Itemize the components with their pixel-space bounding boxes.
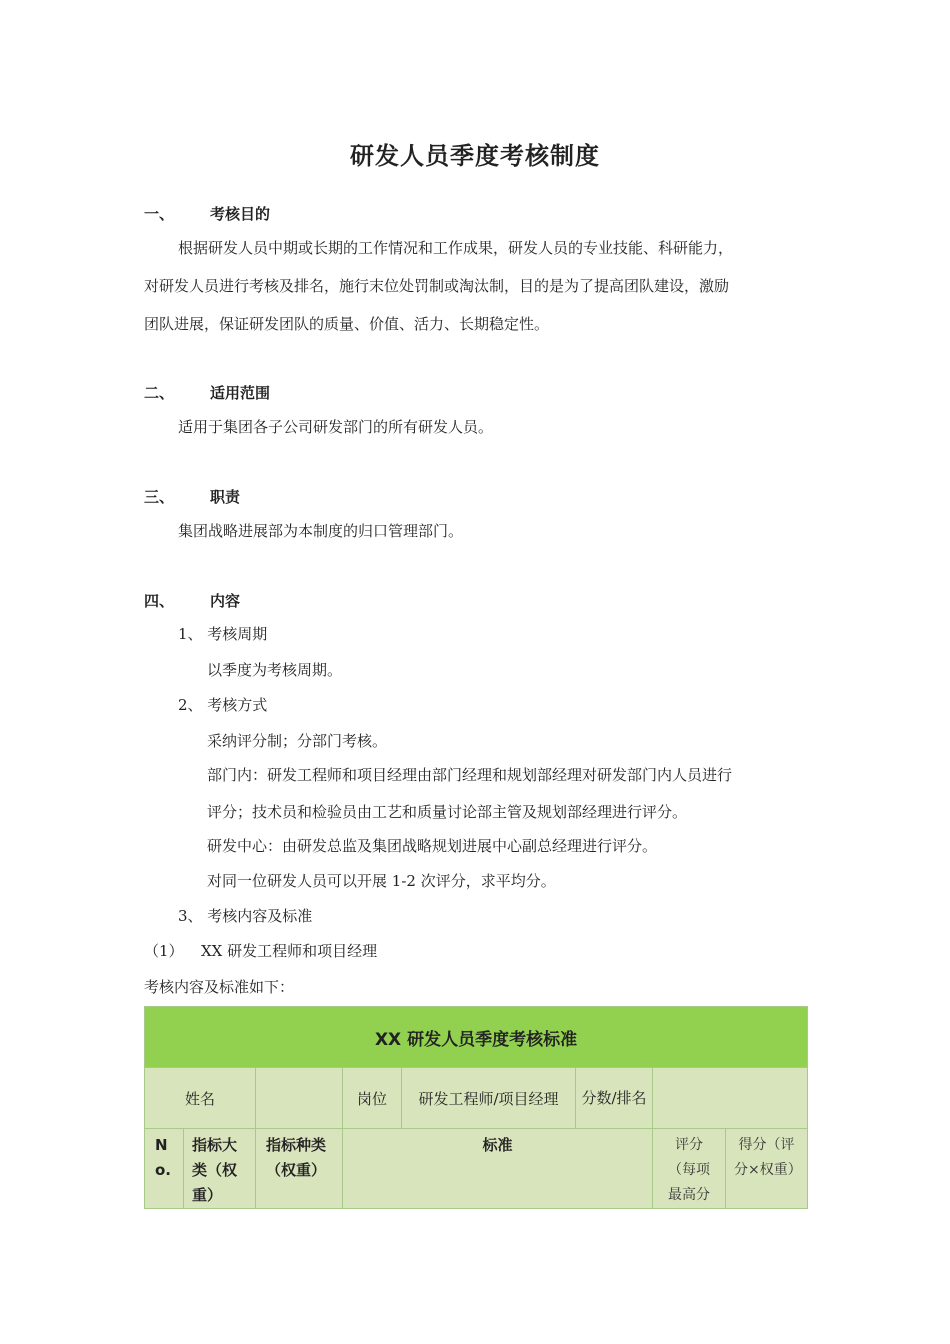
section-heading-1 bbox=[144, 203, 444, 225]
name-label: 姓名 bbox=[145, 1068, 256, 1129]
section-label: 职责 bbox=[210, 488, 241, 506]
paragraph-line: 研发中心：由研发总监及集团战略规划进展中心副总经理进行评分。 bbox=[207, 837, 658, 855]
paragraph-line: 对研发人员进行考核及排名，施行末位处罚制或淘汰制，目的是为了提高团队建设，激励 bbox=[144, 277, 730, 295]
post-value: 研发工程师/项目经理 bbox=[402, 1068, 576, 1129]
section-number: 四、 bbox=[144, 592, 175, 610]
section-number: 二、 bbox=[144, 384, 175, 402]
paragraph-line: 以季度为考核周期。 bbox=[207, 661, 343, 679]
table-title: XX 研发人员季度考核标准 bbox=[145, 1007, 808, 1068]
paragraph-line: 部门内：研发工程师和项目经理由部门经理和规划部经理对研发部门内人员进行 bbox=[207, 766, 733, 784]
paragraph-line: 考核内容及标准如下： bbox=[144, 978, 295, 996]
assessment-table bbox=[144, 1006, 808, 1209]
post-label: 岗位 bbox=[343, 1068, 402, 1129]
score-rank-value-cell[interactable] bbox=[653, 1068, 808, 1129]
paragraph-line: 集团战略进展部为本制度的归口管理部门。 bbox=[178, 522, 464, 540]
col-header-no: No. bbox=[145, 1129, 184, 1209]
section-heading-4 bbox=[144, 590, 444, 612]
page-title: 研发人员季度考核制度 bbox=[350, 142, 600, 170]
list-item-heading: 3、 考核内容及标准 bbox=[178, 907, 313, 925]
col-header-category: 指标大类（权重） bbox=[184, 1129, 256, 1209]
col-header-result: 得分（评分×权重） bbox=[726, 1129, 808, 1209]
section-number: 一、 bbox=[144, 205, 175, 223]
section-label: 考核目的 bbox=[210, 205, 271, 223]
section-heading-3 bbox=[144, 486, 444, 508]
score-rank-label: 分数/排名 bbox=[576, 1068, 653, 1129]
paragraph-line: 对同一位研发人员可以开展 1-2 次评分，求平均分。 bbox=[207, 872, 556, 890]
list-item-heading: 2、 考核方式 bbox=[178, 696, 268, 714]
section-number: 三、 bbox=[144, 488, 175, 506]
paragraph-line: 采纳评分制；分部门考核。 bbox=[207, 732, 388, 750]
sub-item-label: XX 研发工程师和项目经理 bbox=[201, 942, 378, 960]
name-value-cell[interactable] bbox=[256, 1068, 343, 1129]
col-header-score: 评分（每项最高分 bbox=[653, 1129, 726, 1209]
paragraph-line: 评分；技术员和检验员由工艺和质量讨论部主管及规划部经理进行评分。 bbox=[207, 803, 688, 821]
paragraph-line: 适用于集团各子公司研发部门的所有研发人员。 bbox=[178, 418, 494, 436]
paragraph-line: 根据研发人员中期或长期的工作情况和工作成果，研发人员的专业技能、科研能力， bbox=[178, 239, 734, 257]
sub-item-number: （1） bbox=[144, 942, 184, 960]
list-item-heading: 1、 考核周期 bbox=[178, 625, 268, 643]
section-label: 适用范围 bbox=[210, 384, 271, 402]
section-label: 内容 bbox=[210, 592, 241, 610]
section-heading-2 bbox=[144, 382, 444, 404]
col-header-standard: 标准 bbox=[343, 1129, 653, 1209]
paragraph-line: 团队进展，保证研发团队的质量、价值、活力、长期稳定性。 bbox=[144, 315, 550, 333]
col-header-kind: 指标种类（权重） bbox=[256, 1129, 343, 1209]
